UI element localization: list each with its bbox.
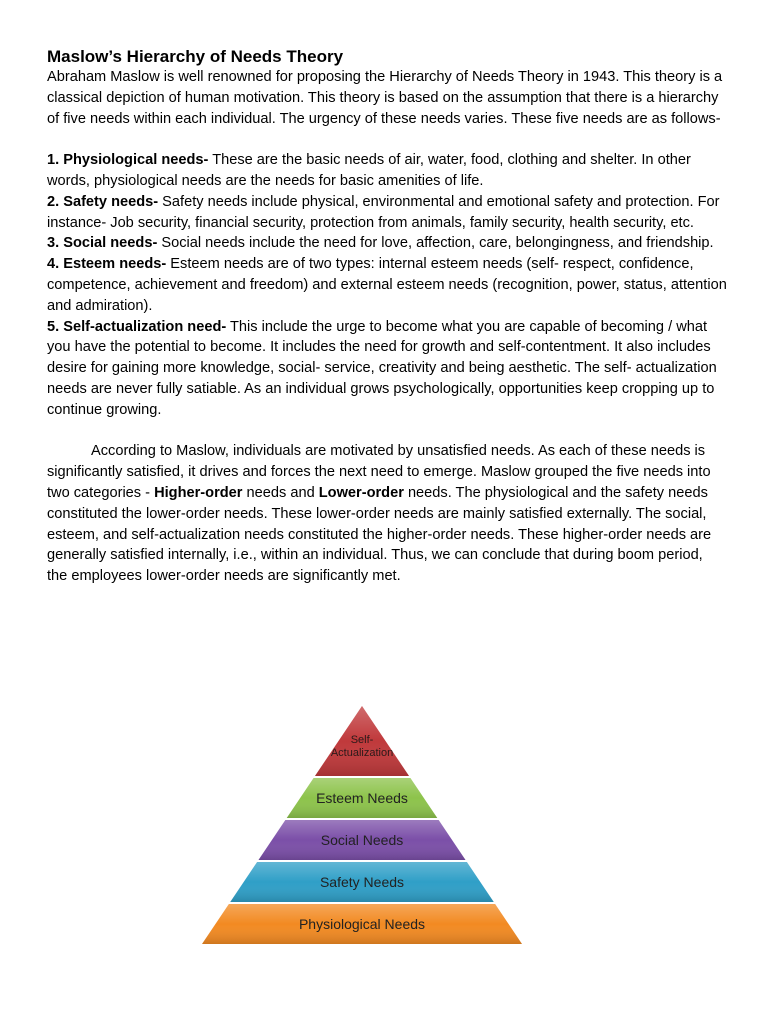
need-item-safety xyxy=(47,192,727,234)
need-item-self-actualization xyxy=(47,317,727,421)
need-label: 2. Safety needs- xyxy=(47,193,159,210)
pyramid-label: Self- xyxy=(350,734,374,746)
pyramid-label: Esteem Needs xyxy=(316,790,408,806)
need-label: 3. Social needs- xyxy=(47,235,158,252)
higher-order-term: Higher-order xyxy=(154,484,243,501)
document-body xyxy=(47,46,727,587)
intro-paragraph: Abraham Maslow is well renowned for proposing the Hierarchy of Needs Theory in 1943. This theory is a classical depiction of human motivation. This theory is based on the assumption that there is a hierarchy of five needs within each individual. The urgency of these needs varies. These five needs are as follows- xyxy=(47,69,723,127)
page-title: Maslow’s Hierarchy of Needs Theory xyxy=(47,47,344,66)
need-item-social xyxy=(47,233,727,254)
pyramid-level-physiological xyxy=(202,904,522,944)
need-label: 5. Self-actualization need- xyxy=(47,318,227,335)
need-text: Social needs include the need for love, affection, care, belongingness, and friendship. xyxy=(157,235,714,252)
pyramid-level-esteem xyxy=(287,778,438,818)
lower-order-term: Lower-order xyxy=(318,484,404,501)
need-item-esteem xyxy=(47,254,727,316)
need-text: Esteem needs are of two types: internal esteem needs (self- respect, confidence, competence, achievement and freedom) and external esteem needs (recognition, power, status, attention and admiration). xyxy=(47,256,727,314)
conclusion-text: needs and xyxy=(242,484,319,501)
conclusion-text: According to Maslow, individuals are motivated by unsatisfied needs. As each of these needs is significantly satisfied, it drives and forces the next need to emerge. Maslow grouped the five needs into two categories - xyxy=(47,443,711,501)
pyramid-level-safety xyxy=(230,862,494,902)
need-text: Safety needs include physical, environmental and emotional safety and protection. For instance- Job security, financial security, protection from animals, family security, health security, etc. xyxy=(47,193,720,231)
pyramid-level-social xyxy=(258,820,465,860)
need-text: These are the basic needs of air, water, food, clothing and shelter. In other words, physiological needs are the needs for basic amenities of life. xyxy=(47,152,691,189)
pyramid-level-self-actualization xyxy=(315,706,409,776)
pyramid-label: Actualization xyxy=(330,747,394,759)
hierarchy-pyramid xyxy=(200,700,530,950)
need-label: 1. Physiological needs- xyxy=(47,152,209,169)
conclusion-text: needs. The physiological and the safety needs constituted the lower-order needs. These lower-order needs are mainly satisfied externally. The social, esteem, and self-actualization needs constituted the higher-order needs. These higher-order needs are generally satisfied internally, i.e., within an individual. Thus, we can conclude that during boom period, the employees lower-order needs are significantly met. xyxy=(47,484,712,585)
need-label: 4. Esteem needs- xyxy=(47,256,167,273)
pyramid-label: Physiological Needs xyxy=(298,916,426,932)
need-text: This include the urge to become what you are capable of becoming / what you have the potential to become. It includes the need for growth and self-contentment. It also includes desire for gaining more knowledge, social- service, creativity and being aesthetic. The self- actualization needs are never fully satiable. As an individual grows psychologically, opportunities keep cropping up to continue growing. xyxy=(47,318,717,418)
need-item-physiological xyxy=(47,150,727,192)
pyramid-label: Social Needs xyxy=(320,832,404,848)
conclusion-paragraph xyxy=(47,441,727,587)
pyramid-label: Safety Needs xyxy=(319,874,405,890)
